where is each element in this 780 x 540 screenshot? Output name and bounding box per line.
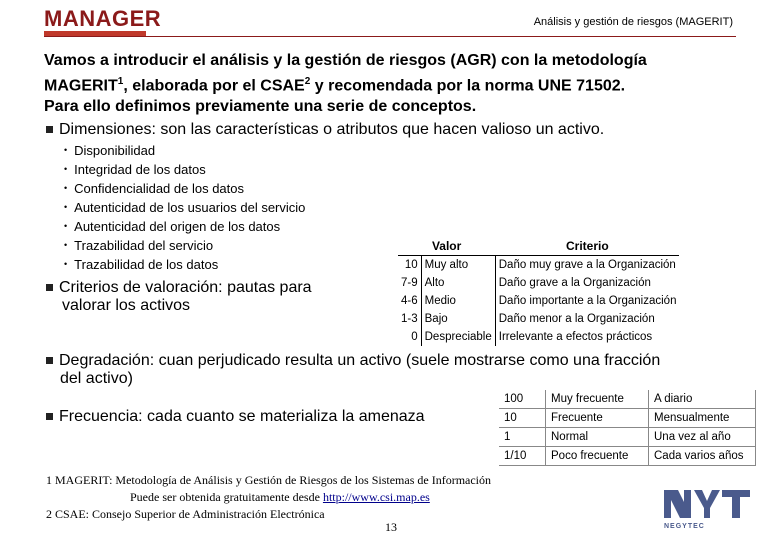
frequency-value: 1/10 xyxy=(499,447,546,466)
table-row xyxy=(398,274,679,292)
degradation-heading xyxy=(46,352,746,388)
intro-paragraph xyxy=(44,50,744,117)
dimensions-heading xyxy=(46,121,604,139)
dimensions-heading-text: Dimensiones: son las características o atributos que hacen valioso un activo. xyxy=(59,121,605,138)
valuation-criterion: Daño menor a la Organización xyxy=(498,313,655,325)
intro-line-2c: y recomendada por la norma UNE 71502. xyxy=(310,77,626,95)
list-item: • Autenticidad de los usuarios del servicio xyxy=(64,199,305,218)
frequency-heading xyxy=(46,408,425,426)
square-bullet-icon xyxy=(46,357,53,364)
list-item: • Trazabilidad del servicio xyxy=(64,237,305,256)
valuation-criterion: Daño muy grave a la Organización xyxy=(498,259,676,271)
intro-line-2a: MAGERIT xyxy=(44,77,118,95)
header-title: Análisis y gestión de riesgos (MAGERIT) xyxy=(533,16,733,28)
table-row xyxy=(499,390,756,409)
table-row xyxy=(398,292,679,310)
table-row xyxy=(398,328,679,346)
negytec-logo xyxy=(662,488,754,535)
valuation-col-value: Valor xyxy=(398,237,495,256)
table-row xyxy=(499,447,756,466)
footnotes xyxy=(46,472,491,523)
intro-line-1: Vamos a introducir el análisis y la gestión de riesgos (AGR) con la metodología xyxy=(44,52,647,69)
intro-line-3: Para ello definimos previamente una serie de conceptos. xyxy=(44,98,477,116)
valuation-range: 1-3 xyxy=(398,310,421,328)
footnote-1-cont-text: Puede ser obtenida gratuitamente desde xyxy=(130,490,323,504)
frequency-period: Una vez al año xyxy=(649,428,756,447)
list-item: • Autenticidad del origen de los datos xyxy=(64,218,305,237)
table-row xyxy=(499,428,756,447)
frequency-label: Frecuente xyxy=(546,409,649,428)
frequency-period: Cada varios años xyxy=(649,447,756,466)
list-item: • Confidencialidad de los datos xyxy=(64,180,305,199)
degradation-line-2: del activo) xyxy=(60,370,133,387)
frequency-label: Poco frecuente xyxy=(546,447,649,466)
frequency-value: 10 xyxy=(499,409,546,428)
degradation-line-1: Degradación: cuan perjudicado resulta un activo (suele mostrarse como una fracción xyxy=(59,352,661,369)
negytec-logo-icon xyxy=(662,488,754,530)
table-row xyxy=(398,310,679,328)
dimensions-list xyxy=(64,142,305,275)
frequency-value: 1 xyxy=(499,428,546,447)
valuation-range: 4-6 xyxy=(398,292,421,310)
valuation-level: Medio xyxy=(421,292,495,310)
table-row xyxy=(499,409,756,428)
footnote-ref-2: 2 xyxy=(304,76,311,87)
valuation-level: Alto xyxy=(421,274,495,292)
svg-text:NEGYTEC: NEGYTEC xyxy=(664,523,705,530)
frequency-period: Mensualmente xyxy=(649,409,756,428)
frequency-label: Muy frecuente xyxy=(546,390,649,409)
footnote-ref-1: 1 xyxy=(117,76,124,87)
list-item: • Disponibilidad xyxy=(64,142,305,161)
footnote-1: 1 MAGERIT: Metodología de Análisis y Gestión de Riesgos de los Sistemas de Información xyxy=(46,473,492,487)
valuation-criterion: Irrelevante a efectos prácticos xyxy=(498,331,653,343)
valuation-level: Despreciable xyxy=(421,328,495,346)
criteria-heading xyxy=(46,279,366,315)
list-item: • Integridad de los datos xyxy=(64,161,305,180)
criteria-heading-line-2: valorar los activos xyxy=(62,297,191,314)
frequency-label: Normal xyxy=(546,428,649,447)
table-row xyxy=(398,256,679,275)
valuation-table xyxy=(398,237,679,346)
valuation-range: 7-9 xyxy=(398,274,421,292)
valuation-criterion: Daño importante a la Organización xyxy=(498,295,677,307)
frequency-period: A diario xyxy=(649,390,756,409)
valuation-level: Muy alto xyxy=(421,256,495,275)
manager-logo-text: MANAGER xyxy=(44,6,162,31)
footnote-1-continuation xyxy=(46,489,491,506)
valuation-level: Bajo xyxy=(421,310,495,328)
square-bullet-icon xyxy=(46,284,53,291)
criteria-heading-line-1: Criterios de valoración: pautas para xyxy=(59,279,312,296)
frequency-value: 100 xyxy=(499,390,546,409)
valuation-range: 0 xyxy=(398,328,421,346)
intro-line-2b: , elaborada por el CSAE xyxy=(123,77,305,95)
frequency-table xyxy=(499,390,756,466)
square-bullet-icon xyxy=(46,413,53,420)
square-bullet-icon xyxy=(46,126,53,133)
page-number: 13 xyxy=(385,520,397,534)
csi-map-link[interactable]: http://www.csi.map.es xyxy=(322,490,430,504)
valuation-criterion: Daño grave a la Organización xyxy=(498,277,651,289)
valuation-range: 10 xyxy=(398,256,421,275)
footnote-2: 2 CSAE: Consejo Superior de Administración Electrónica xyxy=(46,507,325,521)
frequency-heading-text: Frecuencia: cada cuanto se materializa la amenaza xyxy=(59,408,425,425)
manager-logo xyxy=(44,8,161,36)
list-item: • Trazabilidad de los datos xyxy=(64,256,305,275)
header-divider xyxy=(44,36,736,37)
valuation-col-criterion: Criterio xyxy=(495,237,679,256)
